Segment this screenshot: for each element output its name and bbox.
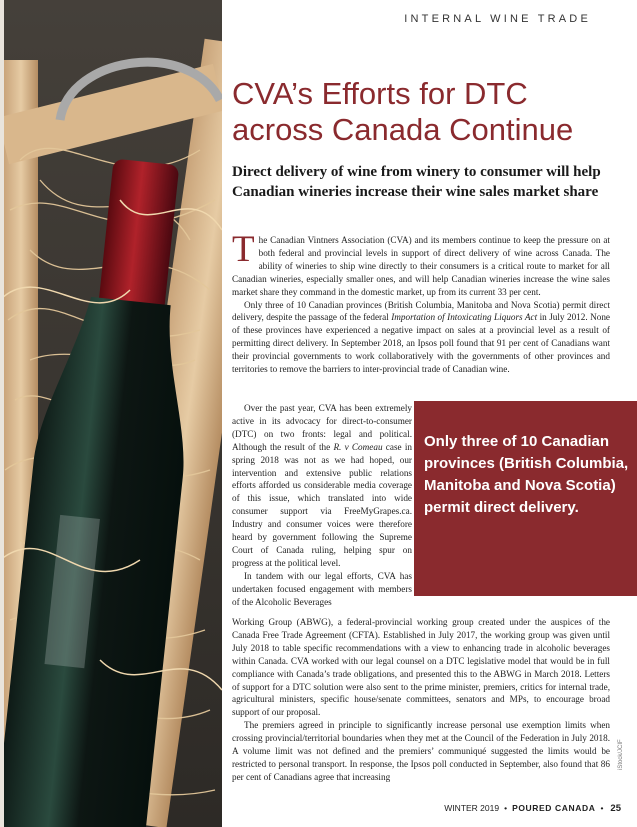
photo-credit: iStock/JCIF bbox=[618, 739, 624, 770]
article-body-narrow bbox=[232, 402, 412, 609]
footer-issue: WINTER 2019 bbox=[444, 803, 500, 813]
paragraph-text: Over the past year, CVA has been extremely active in its advocacy for direct-to-consumer (DTC) on two fronts: legal and political. Although the result of the bbox=[232, 403, 412, 452]
act-title: Importation of Intoxicating Liquors Act bbox=[391, 312, 538, 323]
paragraph-text: in July 2012. None of these provinces have experienced a negative impact on sales at a provincial level as a result of permitting direct delivery. In September 2018, an Ipsos poll found that 91 per cent of Canadians want their provincial governments to work collaboratively with the governments of other provinces and territories to remove the barriers to inter-provincial trade of Canadian wine. bbox=[232, 312, 610, 375]
paragraph-text: case in spring 2018 was not as we had hoped, our intervention and extensive public relations efforts afforded us considerable media coverage of this issue, which translated into wide consumer support via FreeMyGrapes.ca. Industry and consumer voices were therefore heard by government following the Supreme Court of Canada ruling, helping spur on progress at the political level. bbox=[232, 441, 412, 568]
article-title bbox=[232, 76, 622, 148]
wine-bottle-in-straw-illustration bbox=[0, 0, 222, 827]
footer-publication: POURED CANADA bbox=[512, 803, 596, 813]
article-paragraph bbox=[232, 229, 610, 299]
article-title-line-1: CVA’s Efforts for DTC bbox=[232, 76, 528, 111]
footer-page-number: 25 bbox=[610, 803, 621, 814]
article-title-line-2: across Canada Continue bbox=[232, 112, 574, 147]
drop-cap: T bbox=[232, 229, 255, 270]
paragraph-text: Only three of 10 Canadian provinces (British Columbia, Manitoba and Nova Scotia) permit direct delivery, despite the passage of the federal bbox=[232, 299, 610, 323]
article-paragraph bbox=[232, 719, 610, 784]
section-label: INTERNAL WINE TRADE bbox=[404, 13, 591, 25]
article-deck: Direct delivery of wine from winery to consumer will help Canadian wineries increase their wine sales market share bbox=[232, 164, 601, 200]
paragraph-text: he Canadian Vintners Association (CVA) and its members continue to keep the pressure on at both federal and provincial levels in support of direct delivery of wine across Canada. The ability of wineries to ship wine directly to their consumers is a critical route to market for all Canadian wineries, especially smaller ones, and will help Canadian wineries increase the wine sales market share they command in the domestic market, up from its current 33 per cent. bbox=[232, 235, 610, 297]
wine-crate-photo bbox=[0, 0, 222, 827]
case-name: R. v Comeau bbox=[333, 441, 383, 452]
article-paragraph bbox=[232, 570, 412, 609]
page-footer bbox=[444, 803, 621, 814]
photo-edge bbox=[0, 0, 4, 827]
footer-bullet-icon: • bbox=[600, 803, 604, 813]
paragraph-text: Working Group (ABWG), a federal-provincial working group created under the auspices of the Canada Free Trade Agreement (CFTA). Established in July 2017, the working group was given until July 2018 to table specific recommendations with a view to enhancing trade in alcoholic beverages within Canada. CVA worked with our legal counsel on a DTC legislative model that would be in full compliance with Canada’s trade obligations, and presented this to the ABWG in March 2018. Letters of support for a DTC solution were also sent to the prime minister, premiers, critics for internal trade, agricultural ministers, specific house/senate committees, senators and MPs, to encourage broad support of our proposal. bbox=[232, 617, 610, 718]
paragraph-text: In tandem with our legal efforts, CVA has undertaken focused engagement with members of the Alcoholic Beverages bbox=[232, 570, 412, 607]
footer-bullet-icon: • bbox=[504, 803, 508, 813]
article-paragraph bbox=[232, 402, 412, 570]
pull-quote-box bbox=[414, 401, 637, 596]
article-paragraph bbox=[232, 299, 610, 376]
article-body-bottom bbox=[232, 616, 610, 784]
pull-quote-text: Only three of 10 Canadian provinces (British Columbia, Manitoba and Nova Scotia) permit direct delivery. bbox=[424, 433, 629, 516]
article-body-top bbox=[232, 229, 610, 376]
article-paragraph bbox=[232, 616, 610, 719]
paragraph-text: The premiers agreed in principle to significantly increase personal use exemption limits when crossing provincial/territorial boundaries when they met at the Council of the Federation in July 2018. A volume limit was not defined and the premiers’ communiqué suggested the limits would be restricted to personal transport. In response, the Ipsos poll conducted in September, also found that 86 per cent of Canadians agree that increasing bbox=[232, 720, 610, 782]
